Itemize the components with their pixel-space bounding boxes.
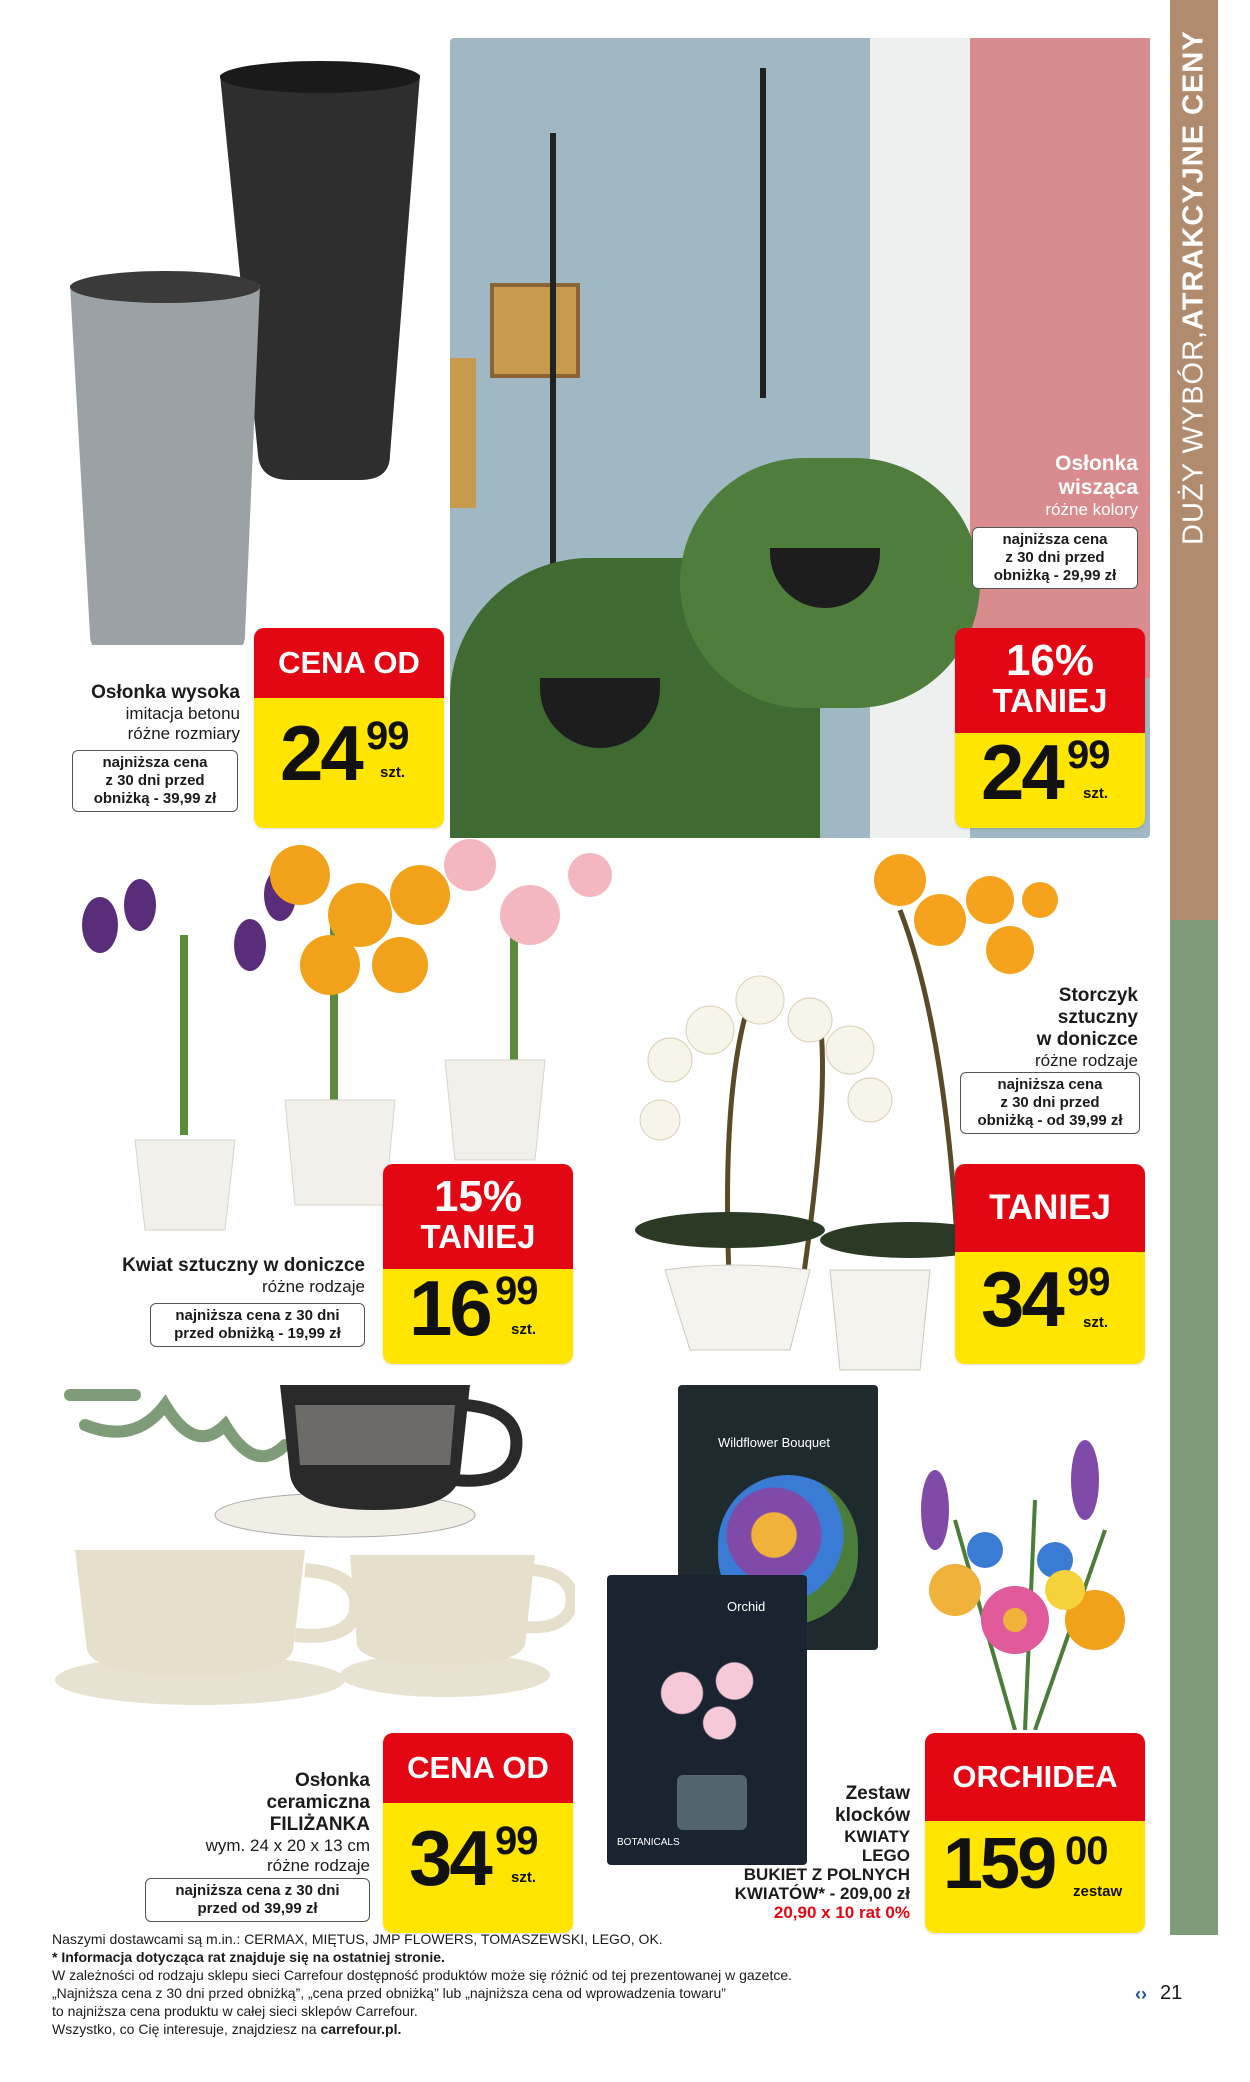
orchid-price-box [955, 1164, 1145, 1364]
price-decimal: 99 [495, 1819, 538, 1863]
price-integer: 24 [280, 709, 361, 797]
price-unit: szt. [380, 764, 406, 781]
lowest-line: z 30 dni przed [1000, 1094, 1100, 1111]
lego-title1: Zestaw [845, 1783, 910, 1804]
lowest-line: najniższa cena [997, 1076, 1103, 1093]
ceramic-sub2: różne rodzaje [266, 1856, 370, 1875]
orchid-lowest-price [960, 1072, 1140, 1134]
lego-price-box [925, 1733, 1145, 1933]
flower-title: Kwiat sztuczny w doniczce [122, 1255, 365, 1276]
lego-sub2: KWIATÓW* - 209,00 zł [734, 1884, 910, 1903]
tall-vase-title: Osłonka wysoka [91, 682, 240, 703]
flower-price-box [383, 1164, 573, 1364]
lowest-line: najniższa cena [102, 754, 208, 771]
price-unit: szt. [1083, 1314, 1109, 1331]
lowest-line: obniżką - 29,99 zł [993, 567, 1117, 584]
lowest-line: najniższa cena z 30 dni [175, 1882, 340, 1899]
lego-box2-label: Orchid [727, 1599, 766, 1614]
side-banner-part2: ATRAKCYJNE CENY [1177, 30, 1210, 330]
price-unit: szt. [511, 1869, 537, 1886]
discount-label: TANIEJ [992, 681, 1108, 719]
orchid-title3: w doniczce [1036, 1029, 1138, 1050]
price-integer: 34 [409, 1814, 490, 1902]
lego-title4: LEGO [861, 1846, 910, 1865]
price-decimal: 99 [1067, 1260, 1110, 1304]
footer-line1: Naszymi dostawcami są m.in.: CERMAX, MIĘTUS, JMP FLOWERS, TOMASZEWSKI, LEGO, OK. [52, 1931, 663, 1947]
price-badge: TANIEJ [955, 1164, 1145, 1252]
page-number: 21 [1160, 1982, 1183, 2004]
lego-bouquet-photo [895, 1440, 1155, 1730]
lego-info [700, 1783, 910, 1922]
footer-line3: W zależności od rodzaju sklepu sieci Carrefour dostępność produktów może się różnić od tej prezentowanej w gazetce. [52, 1967, 793, 1983]
footer-line4: „Najniższa cena z 30 dni przed obniżką”, „cena przed obniżką” lub „najniższa cena od wprowadzenia towaru” [52, 1985, 726, 2001]
ceramic-info [80, 1770, 370, 1876]
lego-title3: KWIATY [844, 1827, 910, 1846]
hanging-lowest-price [972, 527, 1138, 589]
ceramic-title3: FILIŻANKA [269, 1814, 370, 1835]
footer-line6 [52, 2020, 1112, 2038]
lego-installments: 20,90 x 10 rat 0% [773, 1903, 910, 1922]
ceramic-lowest-price [145, 1878, 370, 1922]
ceramic-title1: Osłonka [295, 1770, 370, 1791]
hanging-price-box [955, 628, 1145, 828]
tall-vase-sub2: różne rozmiary [127, 724, 240, 743]
ceramic-cup-photo [55, 1365, 575, 1725]
carrefour-link[interactable]: carrefour.pl. [320, 2021, 402, 2037]
hanging-sub: różne kolory [1045, 500, 1138, 519]
footer-line6-text: Wszystko, co Cię interesuje, znajdziesz na [52, 2021, 321, 2037]
price-unit: szt. [511, 1321, 537, 1338]
price-decimal: 99 [1067, 733, 1110, 777]
footer-line5: to najniższa cena produktu w całej sieci sklepów Carrefour. [52, 2003, 418, 2019]
decorative-pattern [1170, 920, 1218, 1935]
flower-sub: różne rodzaje [261, 1277, 365, 1296]
side-banner-text [1176, 30, 1212, 590]
lowest-line: przed obniżką - 19,99 zł [174, 1325, 341, 1342]
price-decimal: 00 [1065, 1829, 1108, 1873]
price-badge: CENA OD [383, 1733, 573, 1803]
price-unit: zestaw [1073, 1883, 1123, 1900]
hanging-info [930, 452, 1138, 520]
flower-info [60, 1255, 365, 1297]
ceramic-title2: ceramiczna [266, 1792, 370, 1813]
footer-legal [52, 1930, 1112, 2038]
lowest-line: obniżką - od 39,99 zł [977, 1112, 1123, 1129]
discount-percent: 15% [433, 1171, 523, 1221]
tall-vase-sub1: imitacja betonu [125, 704, 240, 723]
lowest-line: najniższa cena [1002, 531, 1108, 548]
lego-box2-brand: BOTANICALS [617, 1837, 680, 1848]
tall-vase-lowest-price [72, 750, 238, 812]
lowest-line: z 30 dni przed [1005, 549, 1105, 566]
price-badge: CENA OD [254, 628, 444, 698]
price-decimal: 99 [495, 1269, 538, 1313]
tall-vase-info [40, 682, 240, 744]
carrefour-logo-icon: ‹› [1135, 1984, 1147, 2004]
orchid-info [930, 985, 1138, 1071]
flower-lowest-price [150, 1303, 365, 1347]
lowest-line: najniższa cena z 30 dni [175, 1307, 340, 1324]
lowest-line: przed od 39,99 zł [197, 1900, 318, 1917]
price-integer: 16 [409, 1264, 490, 1352]
tall-vase-photo [60, 55, 430, 645]
price-integer: 159 [943, 1824, 1055, 1904]
price-badge: ORCHIDEA [925, 1733, 1145, 1821]
price-integer: 34 [981, 1255, 1062, 1343]
lego-box1-label: Wildflower Bouquet [718, 1435, 830, 1450]
price-decimal: 99 [366, 714, 409, 758]
lowest-line: z 30 dni przed [105, 772, 205, 789]
orchid-title1: Storczyk [1058, 985, 1138, 1006]
lego-title2: klocków [835, 1805, 910, 1826]
discount-percent: 16% [1005, 635, 1095, 685]
ceramic-sub1: wym. 24 x 20 x 13 cm [205, 1836, 370, 1855]
orchid-title2: sztuczny [1057, 1007, 1138, 1028]
side-banner-part1: DUŻY WYBÓR, [1177, 329, 1210, 545]
ceramic-price-box [383, 1733, 573, 1933]
lego-sub1: BUKIET Z POLNYCH [743, 1865, 910, 1884]
price-integer: 24 [981, 728, 1062, 816]
lowest-line: obniżką - 39,99 zł [93, 790, 217, 807]
discount-label: TANIEJ [420, 1217, 536, 1255]
hanging-title1: Osłonka [1055, 452, 1138, 475]
orchid-sub: różne rodzaje [1034, 1051, 1138, 1070]
hanging-title2: wisząca [1058, 476, 1138, 499]
tall-vase-price-box [254, 628, 444, 828]
footer-line2: * Informacja dotycząca rat znajduje się na ostatniej stronie. [52, 1949, 445, 1965]
price-unit: szt. [1083, 785, 1109, 802]
